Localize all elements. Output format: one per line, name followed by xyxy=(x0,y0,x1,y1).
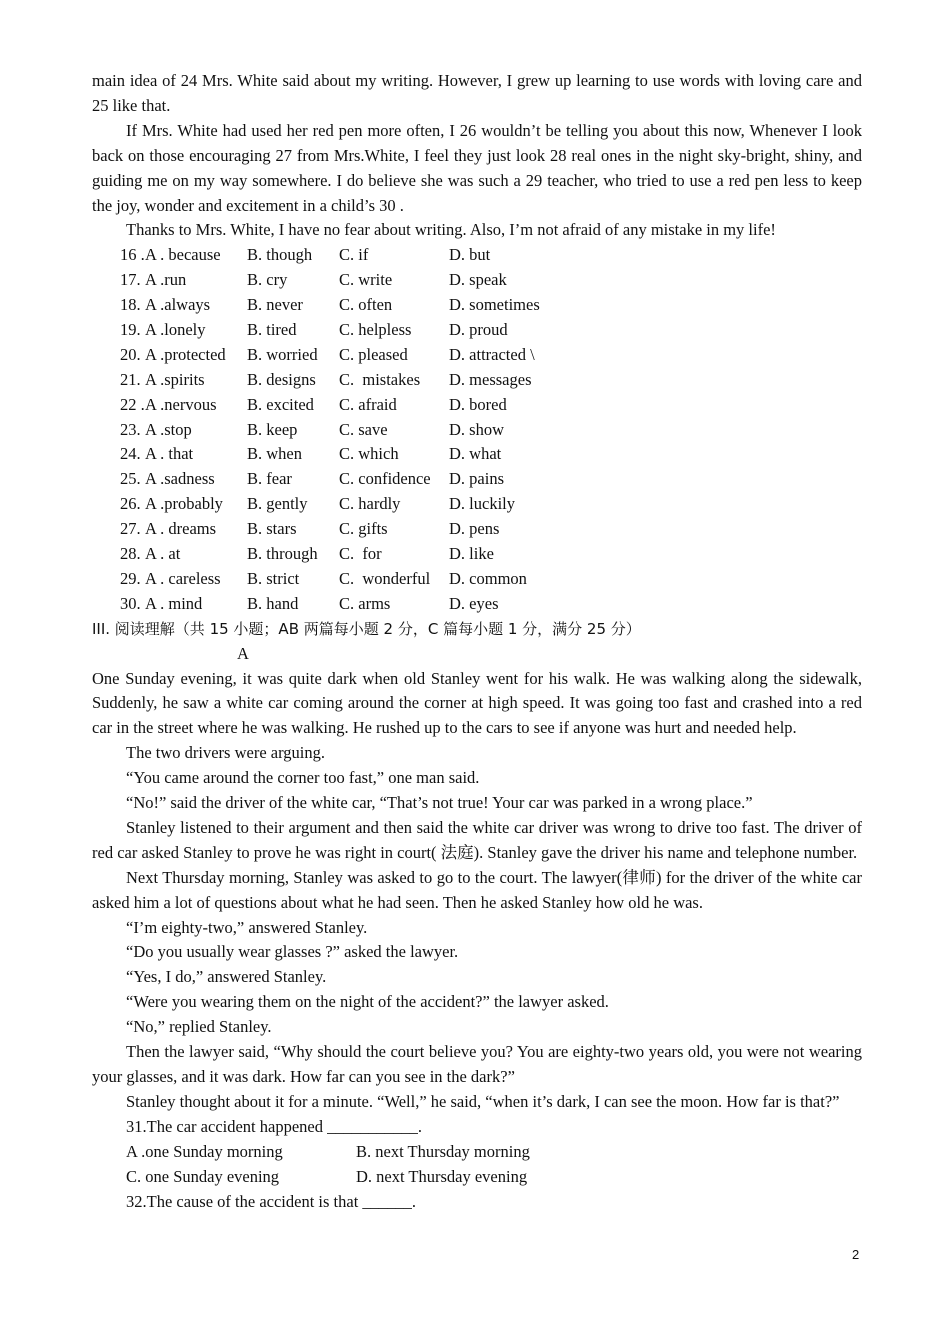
option-c: C. if xyxy=(339,245,369,265)
cloze-paragraph: Thanks to Mrs. White, I have no fear about writing. Also, I’m not afraid of any mistake in my life! xyxy=(126,220,776,240)
cloze-option-row xyxy=(120,442,862,467)
cloze-paragraph: main idea of 24 Mrs. White said about my writing. However, I grew up learning to use words with loving care and 25 like that. xyxy=(92,71,862,115)
option-31-d: D. next Thursday evening xyxy=(356,1166,528,1186)
option-31-c: C. one Sunday evening xyxy=(126,1166,280,1186)
cloze-option-row xyxy=(120,517,862,542)
cloze-passage-end xyxy=(92,69,862,243)
option-c: C. hardly xyxy=(339,494,401,514)
question-number: 22 . xyxy=(120,394,145,414)
question-number: 21. xyxy=(120,369,141,389)
cloze-option-row xyxy=(120,268,862,293)
passage-a-paragraph: One Sunday evening, it was quite dark when old Stanley went for his walk. He was walking along the sidewalk, Suddenly, he saw a white car coming around the corner at high speed. It was going too fast and crashed into a red car in the street where he was walking. He rushed up to the cars to see if anyone was hurt and needed help. xyxy=(92,668,862,738)
option-d: D. luckily xyxy=(449,494,515,514)
question-number: 19. xyxy=(120,320,141,340)
question-number: 27. xyxy=(120,519,141,539)
option-c: C. gifts xyxy=(339,519,388,539)
option-d: D. proud xyxy=(449,320,508,340)
option-c: C. confidence xyxy=(339,469,431,489)
option-a: A . because xyxy=(145,245,221,265)
option-a: A .stop xyxy=(145,419,192,439)
option-c: C. often xyxy=(339,295,393,315)
option-c: C. helpless xyxy=(339,320,412,340)
passage-a-paragraph: Next Thursday morning, Stanley was asked to go to the court. The lawyer(律师) for the driver of the white car asked him a lot of questions about what he had seen. Then he asked Stanley how old he was. xyxy=(92,867,862,912)
option-a: A . at xyxy=(145,544,181,564)
option-c: C. afraid xyxy=(339,394,397,414)
passage-a-paragraph: The two drivers were arguing. xyxy=(126,743,326,763)
option-d: D. like xyxy=(449,544,494,564)
option-d: D. speak xyxy=(449,270,507,290)
option-c: C. arms xyxy=(339,593,391,613)
question-number: 29. xyxy=(120,568,141,588)
passage-a-paragraph: “You came around the corner too fast,” one man said. xyxy=(126,768,480,788)
passage-a-paragraph: “Yes, I do,” answered Stanley. xyxy=(126,967,327,987)
option-b: B. gently xyxy=(247,494,308,514)
question-number: 23. xyxy=(120,419,141,439)
question-number: 16 . xyxy=(120,245,145,265)
option-d: D. bored xyxy=(449,394,507,414)
option-31-a: A .one Sunday morning xyxy=(126,1141,283,1161)
question-31-stem: 31.The car accident happened ___________. xyxy=(126,1116,422,1136)
question-31-options-row-2 xyxy=(126,1165,862,1190)
option-31-b: B. next Thursday morning xyxy=(356,1141,530,1161)
page-number: 2 xyxy=(852,1247,860,1262)
page-content xyxy=(92,69,862,1214)
passage-a-paragraph: Then the lawyer said, “Why should the court believe you? You are eighty-two years old, you were not wearing your glasses, and it was dark. How far can you see in the dark?” xyxy=(92,1042,862,1087)
question-number: 28. xyxy=(120,544,141,564)
cloze-option-row xyxy=(120,542,862,567)
option-a: A . mind xyxy=(145,593,203,613)
option-b: B. tired xyxy=(247,320,297,340)
option-b: B. when xyxy=(247,444,302,464)
option-d: D. show xyxy=(449,419,505,439)
option-b: B. worried xyxy=(247,344,318,364)
option-b: B. cry xyxy=(247,270,288,290)
passage-label-a: A xyxy=(237,643,249,663)
option-b: B. keep xyxy=(247,419,298,439)
cloze-option-row xyxy=(120,492,862,517)
question-number: 20. xyxy=(120,344,141,364)
option-b: B. through xyxy=(247,544,318,564)
passage-a-paragraph: “I’m eighty-two,” answered Stanley. xyxy=(126,917,368,937)
option-d: D. sometimes xyxy=(449,295,540,315)
passage-a-paragraph: Stanley listened to their argument and then said the white car driver was wrong to drive too fast. The driver of red car asked Stanley to prove he was right in court( 法庭). Stanley gave the driver his name and telephone number. xyxy=(92,817,862,862)
passage-a-paragraph: “Were you wearing them on the night of the accident?” the lawyer asked. xyxy=(126,992,609,1012)
option-b: B. excited xyxy=(247,394,314,414)
cloze-options xyxy=(120,243,862,616)
question-32-stem: 32.The cause of the accident is that ______. xyxy=(126,1191,417,1211)
question-number: 24. xyxy=(120,444,141,464)
cloze-option-row xyxy=(120,368,862,393)
question-number: 17. xyxy=(120,270,141,290)
option-d: D. but xyxy=(449,245,491,265)
option-a: A .nervous xyxy=(145,394,217,414)
cloze-option-row xyxy=(120,467,862,492)
option-a: A .run xyxy=(145,270,187,290)
option-b: B. never xyxy=(247,295,303,315)
question-number: 18. xyxy=(120,295,141,315)
option-c: C. for xyxy=(339,544,382,564)
question-31-options-row-1 xyxy=(126,1140,862,1165)
question-number: 30. xyxy=(120,593,141,613)
passage-a-paragraph: “Do you usually wear glasses ?” asked the lawyer. xyxy=(126,942,459,962)
cloze-option-row xyxy=(120,393,862,418)
option-b: B. designs xyxy=(247,369,316,389)
option-a: A . careless xyxy=(145,568,221,588)
option-c: C. mistakes xyxy=(339,369,421,389)
option-b: B. fear xyxy=(247,469,292,489)
question-number: 25. xyxy=(120,469,141,489)
option-c: C. write xyxy=(339,270,393,290)
option-d: D. pains xyxy=(449,469,504,489)
option-a: A .sadness xyxy=(145,469,215,489)
cloze-option-row xyxy=(120,567,862,592)
option-d: D. common xyxy=(449,568,527,588)
option-b: B. hand xyxy=(247,593,299,613)
passage-a-paragraph: “No,” replied Stanley. xyxy=(126,1017,272,1037)
option-a: A . dreams xyxy=(145,519,217,539)
option-a: A .spirits xyxy=(145,369,205,389)
option-a: A .always xyxy=(145,295,211,315)
option-d: D. attracted \ xyxy=(449,344,535,364)
option-c: C. save xyxy=(339,419,388,439)
option-d: D. eyes xyxy=(449,593,499,613)
question-number: 26. xyxy=(120,494,141,514)
cloze-paragraph: If Mrs. White had used her red pen more often, I 26 wouldn’t be telling you about this now, Whenever I look back on those encouraging 27 from Mrs.White, I feel they just look 28 real ones in the night sky-bright, shiny, and guiding me on my way somewhere. I do believe she was such a 29 teacher, who tried to use a red pen less to keep the joy, wonder and excitement in a child’s 30 . xyxy=(92,120,862,215)
cloze-option-row xyxy=(120,243,862,268)
option-c: C. wonderful xyxy=(339,568,431,588)
cloze-option-row xyxy=(120,592,862,617)
option-b: B. stars xyxy=(247,519,297,539)
cloze-option-row xyxy=(120,343,862,368)
option-c: C. which xyxy=(339,444,399,464)
cloze-option-row xyxy=(120,418,862,443)
passage-a-paragraph: Stanley thought about it for a minute. “Well,” he said, “when it’s dark, I can see the moon. How far is that?” xyxy=(126,1091,840,1111)
section-heading-reading: III. 阅读理解（共 15 小题；AB 两篇每小题 2 分，C 篇每小题 1 分，满分 25 分） xyxy=(92,619,641,638)
option-a: A . that xyxy=(145,444,194,464)
option-c: C. pleased xyxy=(339,344,408,364)
option-d: D. what xyxy=(449,444,502,464)
option-d: D. pens xyxy=(449,519,500,539)
option-b: B. though xyxy=(247,245,313,265)
cloze-option-row xyxy=(120,318,862,343)
option-a: A .probably xyxy=(145,494,223,514)
passage-a-paragraph: “No!” said the driver of the white car, “That’s not true! Your car was parked in a wrong place.” xyxy=(126,793,753,813)
option-a: A .protected xyxy=(145,344,226,364)
passage-a xyxy=(92,667,862,1115)
cloze-option-row xyxy=(120,293,862,318)
option-d: D. messages xyxy=(449,369,532,389)
option-a: A .lonely xyxy=(145,320,206,340)
option-b: B. strict xyxy=(247,568,300,588)
